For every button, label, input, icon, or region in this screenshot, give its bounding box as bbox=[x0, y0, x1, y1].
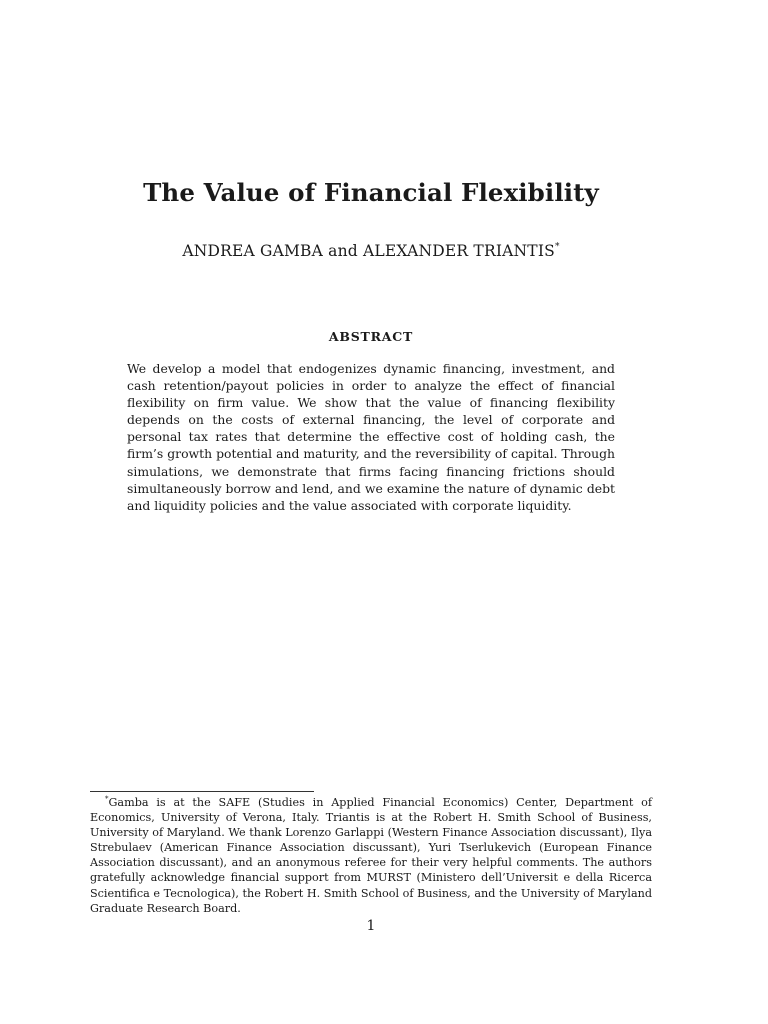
paper-title: The Value of Financial Flexibility bbox=[143, 178, 599, 207]
footnote-text: Gamba is at the SAFE (Studies in Applied Financial Economics) Center, Department of Economics, University of Verona, Italy. Triantis is at the Robert H. Smith School of Business, University of Maryland. We thank Lorenzo Garlappi (Western Finance Association discussant), Ilya Strebulaev (American Finance Association discussant), Yuri Tserlukevich (European Finance Association discussant), and an anonymous referee for their very helpful comments. The authors gratefully acknowledge financial support from MURST (Ministero dell’Universit e della Ricerca Scientifica e Tecnologica), the Robert H. Smith School of Business, and the University of Maryland Graduate Research Board. bbox=[90, 796, 652, 915]
author-names: ANDREA GAMBA and ALEXANDER TRIANTIS bbox=[182, 242, 555, 260]
abstract-heading: ABSTRACT bbox=[328, 329, 414, 344]
footnote bbox=[90, 795, 652, 916]
page-number: 1 bbox=[366, 918, 376, 934]
author-line bbox=[0, 242, 742, 260]
abstract-body: We develop a model that endogenizes dynamic financing, investment, and cash retention/payout policies in order to analyze the effect of financial flexibility on firm value. We show that the value of financing flexibility depends on the costs of external financing, the level of corporate and personal tax rates that determine the effective cost of holding cash, the firm’s growth potential and maturity, and the reversibility of capital. Through simulations, we demonstrate that firms facing financing frictions should simultaneously borrow and lend, and we examine the nature of dynamic debt and liquidity policies and the value associated with corporate liquidity. bbox=[127, 361, 615, 513]
footnote-mark: * bbox=[105, 795, 109, 803]
author-footnote-mark: * bbox=[554, 242, 560, 252]
footnote-divider bbox=[90, 791, 314, 792]
